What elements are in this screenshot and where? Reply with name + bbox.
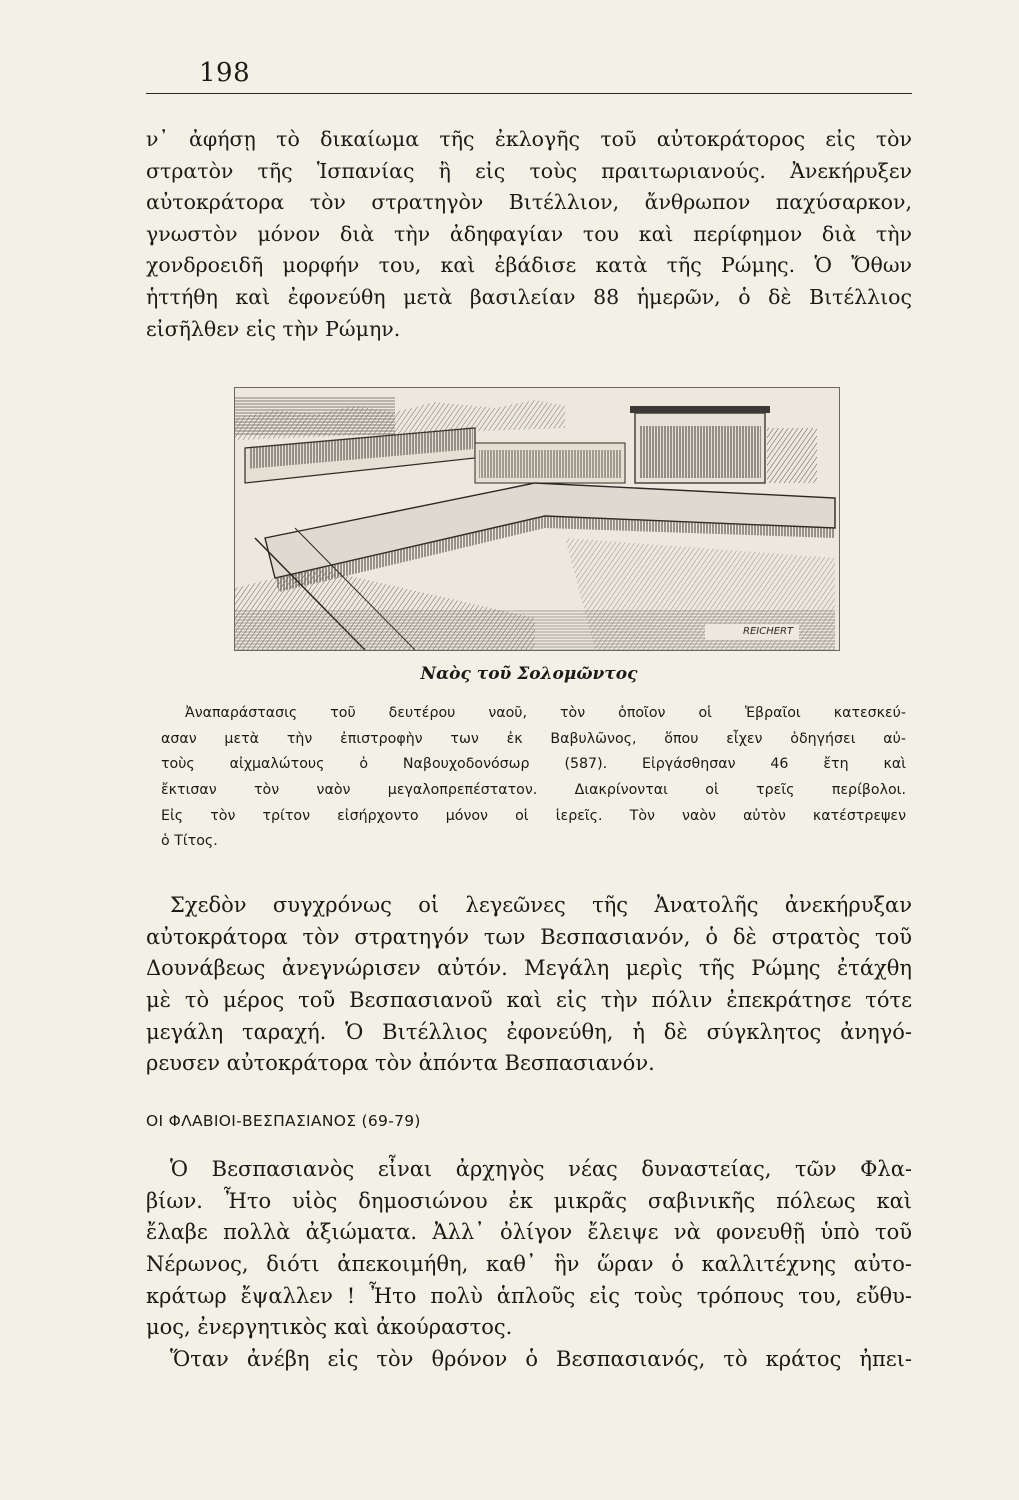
text-line: Δουνάβεως ἀνεγνώρισεν αὐτόν. Μεγάλη μερὶς τῆς Ρώμης ἐτάχθη: [146, 956, 912, 981]
header-rule: [146, 93, 912, 94]
temple-engraving: [234, 387, 840, 651]
figure-description: [161, 701, 906, 855]
caption-line: Εἰς τὸν τρίτον εἰσήρχοντο μόνον οἱ ἱερεῖς. Τὸν ναὸν αὐτὸν κατέστρεψεν: [161, 807, 906, 824]
text-line: χονδροειδῆ μορφήν του, καὶ ἐβάδισε κατὰ τῆς Ρώμης. Ὁ Ὄθων: [146, 253, 912, 278]
text-line: στρατὸν τῆς Ἱσπανίας ἢ εἰς τοὺς πραιτωριανούς. Ἀνεκήρυξεν: [146, 158, 912, 183]
text-line: μος, ἐνεργητικὸς καὶ ἀκούραστος.: [146, 1315, 513, 1340]
page-number: 198: [199, 58, 251, 88]
text-line: βίων. Ἦτο υἱὸς δημοσιώνου ἐκ μικρᾶς σαβινικῆς πόλεως καὶ: [146, 1188, 912, 1213]
text-line: Ὁ Βεσπασιανὸς εἶναι ἀρχηγὸς νέας δυναστείας, τῶν Φλα-: [170, 1157, 912, 1181]
section-heading: ΟΙ ΦΛΑΒΙΟΙ-ΒΕΣΠΑΣΙΑΝΟΣ (69-79): [146, 1112, 421, 1130]
caption-line: Ἀναπαράστασις τοῦ δευτέρου ναοῦ, τὸν ὁποῖον οἱ Ἑβραῖοι κατεσκεύ-: [185, 705, 906, 721]
text-line: ἡττήθη καὶ ἐφονεύθη μετὰ βασιλείαν 88 ἡμερῶν, ὁ δὲ Βιτέλλιος: [146, 284, 912, 309]
text-line: Ὅταν ἀνέβη εἰς τὸν θρόνον ὁ Βεσπασιανός, τὸ κράτος ἠπει-: [170, 1347, 912, 1372]
temple-engraving-drawing: [235, 388, 839, 650]
caption-line: ἔκτισαν τὸν ναὸν μεγαλοπρεπέστατον. Διακρίνονται οἱ τρεῖς περίβολοι.: [161, 782, 906, 799]
paragraph-vitellius: [146, 124, 912, 345]
figure-caption: Ναὸς τοῦ Σολομῶντος: [420, 664, 638, 684]
caption-line: ὁ Τίτος.: [161, 833, 218, 850]
text-line: κράτωρ ἔψαλλεν ! Ἦτο πολὺ ἁπλοῦς εἰς τοὺς τρόπους του, εὔθυ-: [146, 1283, 912, 1308]
text-line: εἰσῆλθεν εἰς τὴν Ρώμην.: [146, 316, 401, 341]
caption-line: τοὺς αἰχμαλώτους ὁ Ναβουχοδονόσωρ (587). Εἰργάσθησαν 46 ἔτη καὶ: [161, 756, 906, 773]
text-line: ρευσεν αὐτοκράτορα τὸν ἀπόντα Βεσπασιανόν.: [146, 1051, 655, 1076]
engraver-signature: REICHERT: [743, 626, 794, 637]
text-line: μεγάλη ταραχή. Ὁ Βιτέλλιος ἐφονεύθη, ἡ δὲ σύγκλητος ἀνηγό-: [146, 1019, 912, 1044]
text-line: αὐτοκράτορα τὸν στρατηγόν των Βεσπασιανόν, ὁ δὲ στρατὸς τοῦ: [146, 924, 912, 949]
text-line: Σχεδὸν συγχρόνως οἱ λεγεῶνες τῆς Ἀνατολῆς ἀνεκήρυξαν: [170, 893, 912, 917]
text-line: μὲ τὸ μέρος τοῦ Βεσπασιανοῦ καὶ εἰς τὴν πόλιν ἐπεκράτησε τότε: [146, 988, 912, 1013]
caption-line: ασαν μετὰ τὴν ἐπιστροφὴν των ἐκ Βαβυλῶνος, ὅπου εἶχεν ὁδηγήσει αὐ-: [161, 730, 906, 747]
text-line: Νέρωνος, διότι ἀπεκοιμήθη, καθ᾿ ἣν ὥραν ὁ καλλιτέχνης αὐτο-: [146, 1252, 912, 1277]
text-line: γνωστὸν μόνον διὰ τὴν ἀδηφαγίαν του καὶ περίφημον διὰ τὴν: [146, 221, 912, 246]
paragraph-vespasian-proclaimed: [146, 890, 912, 1080]
text-line: ἔλαβε πολλὰ ἀξιώματα. Ἀλλ᾿ ὀλίγον ἔλειψε νὰ φονευθῇ ὑπὸ τοῦ: [146, 1220, 912, 1245]
text-line: ν᾿ ἀφήσῃ τὸ δικαίωμα τῆς ἐκλογῆς τοῦ αὐτοκράτορος εἰς τὸν: [146, 127, 912, 151]
text-line: αὐτοκράτορα τὸν στρατηγὸν Βιτέλλιον, ἄνθρωπον παχύσαρκον,: [146, 190, 912, 215]
paragraph-flavians: [146, 1154, 912, 1376]
